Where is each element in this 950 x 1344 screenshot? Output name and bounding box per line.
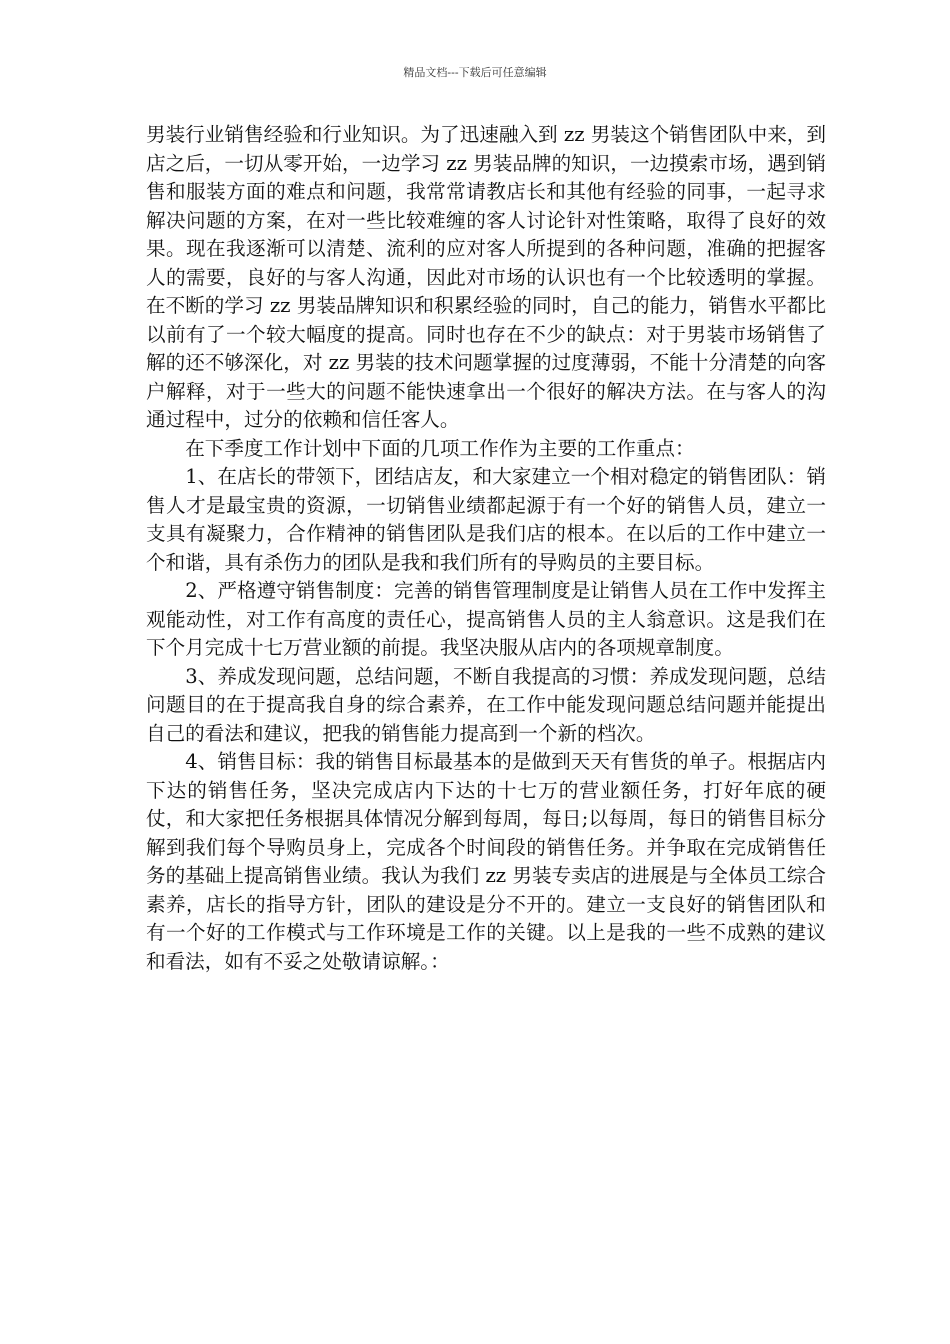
paragraph-continuation: 男装行业销售经验和行业知识。为了迅速融入到 zz 男装这个销售团队中来，到店之后，一切从零开始，一边学习 zz 男装品牌的知识，一边摸索市场，遇到销售和服装方面的难点和问题，我常常请教店长和其他有经验的同事，一起寻求解决问题的方案，在对一些比较难缠的客人讨论针对性策略，取得了良好的效果。现在我逐渐可以清楚、流利的应对客人所提到的各种问题，准确的把握客人的需要，良好的与客人沟通，因此对市场的认识也有一个比较透明的掌握。在不断的学习 zz 男装品牌知识和积累经验的同时，自己的能力，销售水平都比以前有了一个较大幅度的提高。同时也存在不少的缺点：对于男装市场销售了解的还不够深化，对 zz 男装的技术问题掌握的过度薄弱，不能十分清楚的向客户解释，对于一些大的问题不能快速拿出一个很好的解决方法。在与客人的沟通过程中，过分的依赖和信任客人。 [146, 123, 826, 431]
paragraph-item-3: 3、养成发现问题，总结问题，不断自我提高的习惯：养成发现问题，总结问题目的在于提高我自身的综合素养，在工作中能发现问题总结问题并能提出自己的看法和建议，把我的销售能力提高到一个新的档次。 [146, 664, 826, 745]
page-header: 精品文档---下载后可任意编辑 [403, 66, 547, 79]
document-body [146, 121, 826, 976]
paragraph-item-1: 1、在店长的带领下，团结店友，和大家建立一个相对稳定的销售团队：销售人才是最宝贵的资源，一切销售业绩都起源于有一个好的销售人员，建立一支具有凝聚力，合作精神的销售团队是我们店的根本。在以后的工作中建立一个和谐，具有杀伤力的团队是我和我们所有的导购员的主要目标。 [146, 465, 826, 574]
paragraph-item-4: 4、销售目标：我的销售目标最基本的是做到天天有售货的单子。根据店内下达的销售任务，坚决完成店内下达的十七万的营业额任务，打好年底的硬仗，和大家把任务根据具体情况分解到每周，每日;以每周，每日的销售目标分解到我们每个导购员身上，完成各个时间段的销售任务。并争取在完成销售任务的基础上提高销售业绩。我认为我们 zz 男装专卖店的进展是与全体员工综合素养，店长的指导方针，团队的建设是分不开的。建立一支良好的销售团队和有一个好的工作模式与工作环境是工作的关键。以上是我的一些不成熟的建议和看法，如有不妥之处敬请谅解。： [146, 750, 826, 973]
paragraph-plan-intro: 在下季度工作计划中下面的几项工作作为主要的工作重点： [185, 436, 695, 460]
paragraph-item-2: 2、严格遵守销售制度：完善的销售管理制度是让销售人员在工作中发挥主观能动性，对工作有高度的责任心，提高销售人员的主人翁意识。这是我们在下个月完成十七万营业额的前提。我坚决服从店内的各项规章制度。 [146, 579, 826, 659]
